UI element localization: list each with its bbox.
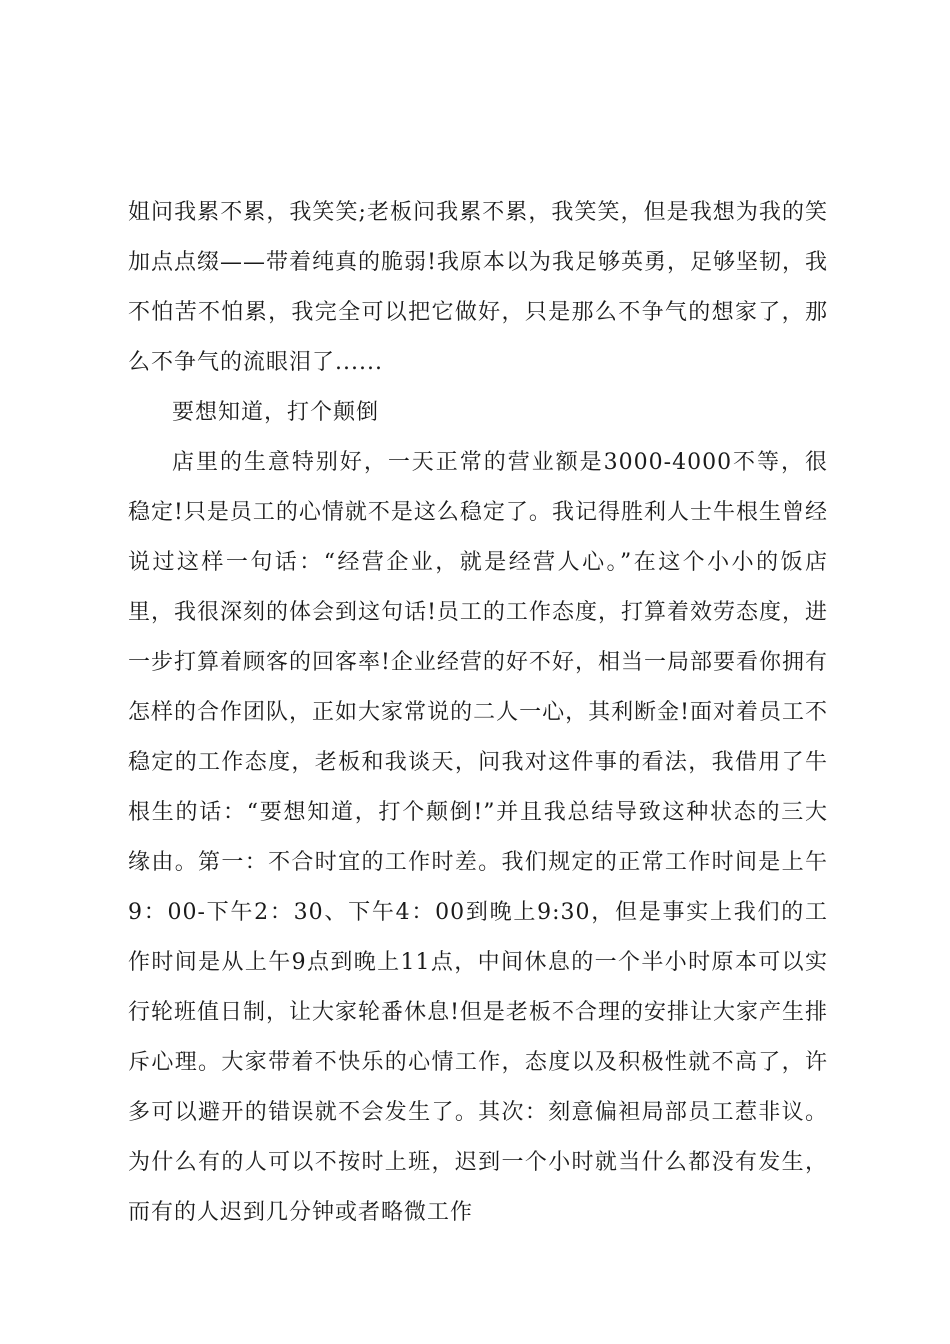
paragraph-body: 店里的生意特别好，一天正常的营业额是3000-4000不等，很稳定!只是员工的心情就不是这么稳定了。我记得胜利人士牛根生曾经说过这样一句话：“经营企业，就是经营人心。”在这个小小的饭店里，我很深刻的体会到这句话!员工的工作态度，打算着效劳态度，进一步打算着顾客的回客率!企业经营的好不好，相当一局部要看你拥有怎样的合作团队，正如大家常说的二人一心，其利断金!面对着员工不稳定的工作态度，老板和我谈天，问我对这件事的看法，我借用了牛根生的话：“要想知道，打个颠倒!”并且我总结导致这种状态的三大缘由。第一：不合时宜的工作时差。我们规定的正常工作时间是上午9：00-下午2：30、下午4：00到晚上9:30，但是事实上我们的工作时间是从上午9点到晚上11点，中间休息的一个半小时原本可以实行轮班值日制，让大家轮番休息!但是老板不合理的安排让大家产生排斥心理。大家带着不快乐的心情工作，态度以及积极性就不高了，许多可以避开的错误就不会发生了。其次：刻意偏袒局部员工惹非议。为什么有的人可以不按时上班，迟到一个小时就当什么都没有发生，而有的人迟到几分钟或者略微工作 (128, 450, 828, 1225)
paragraph-continuation: 姐问我累不累，我笑笑;老板问我累不累，我笑笑，但是我想为我的笑加点点缀——带着纯真的脆弱!我原本以为我足够英勇，足够坚韧，我不怕苦不怕累，我完全可以把它做好，只是那么不争气的想家了，那么不争气的流眼泪了...... (128, 200, 828, 375)
document-body (128, 188, 828, 1238)
section-heading: 要想知道，打个颠倒 (172, 400, 380, 425)
